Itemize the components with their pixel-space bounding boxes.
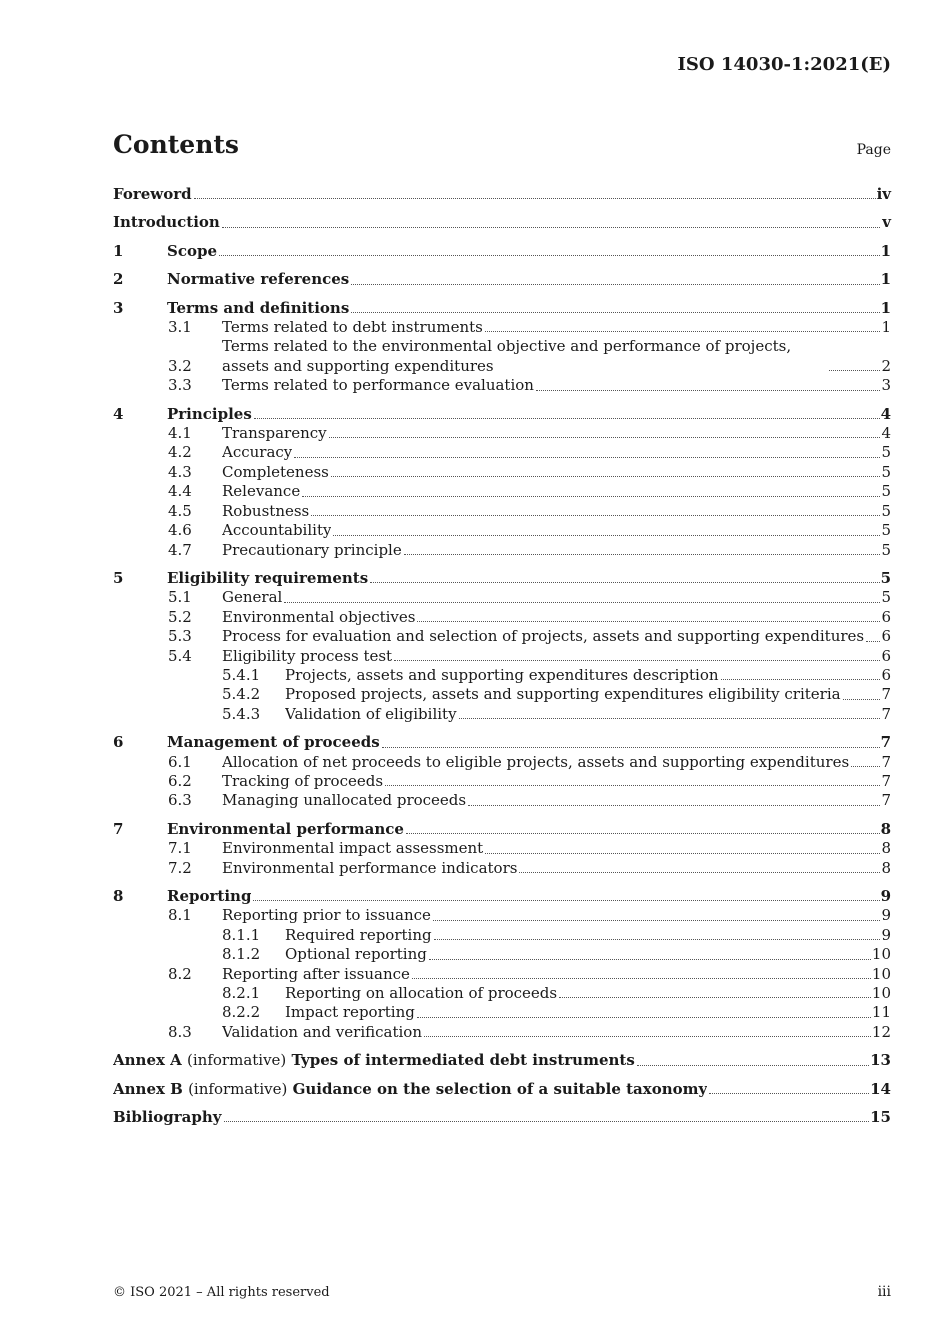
toc-entry-page: 5 [881, 521, 891, 540]
toc-entry-title: Validation of eligibility [285, 704, 457, 723]
dot-leader [412, 977, 871, 979]
toc-entry-title: Projects, assets and supporting expenditures description [285, 665, 719, 684]
toc-entry[interactable] [113, 772, 891, 791]
toc-entry[interactable] [113, 1051, 891, 1070]
dot-leader [536, 389, 880, 391]
toc-entry[interactable] [113, 965, 891, 984]
dot-leader [519, 871, 880, 873]
dot-leader [194, 197, 876, 199]
toc-entry[interactable] [113, 705, 891, 724]
dot-leader [311, 514, 880, 516]
toc-entry-number: 6.2 [168, 771, 192, 790]
toc-entry-page: 7 [880, 733, 891, 752]
toc-entry[interactable] [113, 1080, 891, 1099]
toc-entry[interactable] [113, 405, 891, 424]
toc-entry-title: Reporting [167, 887, 252, 905]
toc-entry[interactable] [113, 647, 891, 666]
toc-entry-page: 12 [871, 1022, 891, 1041]
toc-entry-page: 10 [871, 964, 891, 983]
document-id: ISO 14030-1:2021(E) [677, 54, 891, 75]
toc-entry-page: 5 [881, 501, 891, 520]
toc-entry-page: 1 [881, 318, 891, 337]
toc-entry-number: 8.1.2 [222, 945, 261, 964]
toc-entry-title: Proposed projects, assets and supporting expenditures eligibility criteria [285, 685, 841, 704]
toc-entry-title: Scope [167, 241, 218, 260]
dot-leader [417, 1016, 871, 1018]
toc-entry[interactable] [113, 666, 891, 685]
dot-leader [417, 620, 880, 622]
toc-entry-number: 6 [113, 733, 124, 752]
toc-entry[interactable] [113, 541, 891, 560]
toc-entry-page: 4 [880, 404, 891, 423]
toc-entry-page: 1 [880, 270, 891, 289]
dot-leader [866, 640, 880, 642]
toc-entry-page: 5 [881, 482, 891, 501]
toc-entry-page: 6 [881, 627, 891, 646]
toc-entry-title: Transparency [222, 424, 327, 443]
dot-leader [253, 899, 879, 901]
dot-leader [843, 698, 880, 700]
toc-entry-number: 3.1 [168, 318, 192, 337]
toc-entry-page: 7 [881, 685, 891, 704]
toc-entry-title: Terms related to performance evaluation [222, 376, 534, 395]
toc-entry-title: Environmental performance [167, 819, 404, 838]
dot-leader [459, 717, 880, 719]
toc-entry-page: 6 [881, 665, 891, 684]
toc-entry-number: 3.2 [168, 356, 192, 375]
toc-entry[interactable] [113, 482, 891, 501]
toc-entry-title: Precautionary principle [222, 540, 402, 559]
toc-entry-number: 8.1.1 [222, 925, 261, 944]
toc-entry[interactable] [113, 588, 891, 607]
dot-leader [637, 1064, 869, 1066]
toc-entry-number: 8.2.2 [222, 1003, 261, 1022]
toc-entry-number: 5.1 [168, 588, 192, 607]
annex-note: (informative) [188, 1079, 288, 1098]
toc-entry-number: 4.7 [168, 540, 192, 559]
toc-entry[interactable] [113, 463, 891, 482]
toc-entry-title: General [222, 588, 283, 607]
toc-entry[interactable] [113, 926, 891, 945]
toc-entry-title: Optional reporting [285, 945, 427, 964]
toc-entry-page: 9 [881, 906, 891, 925]
dot-leader [434, 938, 880, 940]
toc-entry-number: 4.6 [168, 521, 192, 540]
toc-entry-title: Principles [167, 404, 252, 423]
toc-entry-page: 1 [880, 241, 891, 260]
toc-entry[interactable] [113, 627, 891, 646]
toc-entry-page: iv [876, 185, 891, 203]
toc-entry-page: 5 [881, 588, 891, 607]
toc-entry-page: 10 [871, 984, 891, 1003]
annex-note: (informative) [187, 1051, 287, 1070]
toc-entry[interactable] [113, 791, 891, 810]
toc-entry-title: Accountability [222, 521, 332, 540]
dot-leader [370, 581, 879, 583]
toc-entry-title: Impact reporting [285, 1003, 415, 1022]
toc-entry-page: 2 [881, 356, 891, 375]
toc-entry-title: Validation and verification [222, 1022, 422, 1041]
toc-entry-page: 5 [881, 462, 891, 481]
toc-entry[interactable] [113, 213, 891, 232]
toc-entry-title: Terms and definitions [167, 298, 350, 317]
dot-leader [851, 765, 880, 767]
table-of-contents [113, 185, 891, 1127]
toc-entry-title: Environmental objectives [222, 607, 416, 626]
toc-entry-number: 8.1 [168, 906, 192, 925]
dot-leader [424, 1035, 871, 1037]
toc-entry[interactable] [113, 443, 891, 462]
toc-entry-title: Process for evaluation and selection of projects, assets and supporting expenditures [222, 627, 865, 646]
toc-entry-page: 3 [881, 376, 891, 395]
toc-entry[interactable] [113, 318, 891, 337]
toc-entry-number: 5.4.3 [222, 704, 261, 723]
page-number: iii [877, 1284, 891, 1300]
dot-leader [382, 746, 880, 748]
toc-entry-title: Robustness [222, 501, 310, 520]
dot-leader [721, 678, 880, 680]
toc-entry-page: 7 [881, 704, 891, 723]
toc-entry-title: Required reporting [285, 925, 432, 944]
toc-entry-number: 5.3 [168, 627, 192, 646]
toc-entry-page: 6 [881, 646, 891, 665]
toc-entry-number: 4.5 [168, 501, 192, 520]
dot-leader [559, 996, 871, 998]
annex-label: Annex B [113, 1079, 183, 1098]
toc-entry-number: 5.4.2 [222, 685, 261, 704]
contents-title: Contents [113, 130, 240, 159]
toc-entry-title: Introduction [113, 213, 220, 232]
toc-entry-title: Terms related to debt instruments [222, 318, 483, 337]
toc-entry-page: 8 [881, 858, 891, 877]
toc-entry[interactable] [113, 1108, 891, 1127]
toc-entry-page: 14 [870, 1079, 891, 1098]
toc-entry[interactable] [113, 376, 891, 395]
toc-entry-title: Relevance [222, 482, 301, 501]
toc-entry-number: 7.2 [168, 858, 192, 877]
toc-entry[interactable] [113, 820, 891, 839]
toc-entry-page: 10 [871, 945, 891, 964]
toc-entry[interactable] [113, 608, 891, 627]
toc-entry-number: 6.1 [168, 752, 192, 771]
dot-leader [284, 601, 880, 603]
toc-entry[interactable] [113, 1023, 891, 1042]
toc-entry-page: 1 [880, 298, 891, 317]
toc-entry-number: 5 [113, 568, 124, 587]
toc-entry[interactable] [113, 337, 891, 376]
toc-entry-page: 5 [881, 540, 891, 559]
annex-title: Types of intermediated debt instruments [291, 1051, 635, 1070]
dot-leader [385, 784, 880, 786]
toc-entry-title: Managing unallocated proceeds [222, 791, 467, 810]
toc-entry[interactable] [113, 945, 891, 964]
toc-entry-number: 3 [113, 298, 124, 317]
dot-leader [222, 226, 880, 228]
toc-entry-page: 9 [881, 925, 891, 944]
toc-entry-title: Reporting after issuance [222, 964, 410, 983]
toc-entry[interactable] [113, 859, 891, 878]
toc-entry-number: 5.2 [168, 607, 192, 626]
toc-entry[interactable] [113, 299, 891, 318]
toc-entry-title: Normative references [167, 270, 350, 289]
toc-entry-title: Terms related to the environmental objective and performance of projects, assets and supporting expenditures [222, 337, 792, 375]
toc-annex-title [113, 1080, 707, 1099]
toc-entry[interactable] [113, 569, 891, 588]
toc-entry-page: 7 [881, 791, 891, 810]
toc-entry[interactable] [113, 242, 891, 261]
toc-entry-number: 8.3 [168, 1022, 192, 1041]
dot-leader [404, 553, 880, 555]
dot-leader [333, 534, 880, 536]
dot-leader [219, 254, 880, 256]
dot-leader [351, 283, 879, 285]
toc-entry-number: 7.1 [168, 839, 192, 858]
toc-entry-title: Allocation of net proceeds to eligible projects, assets and supporting expenditures [222, 752, 850, 771]
toc-entry[interactable] [113, 185, 891, 204]
toc-entry-number: 4 [113, 404, 124, 423]
toc-entry-page: 8 [880, 819, 891, 838]
dot-leader [329, 436, 880, 438]
toc-entry-number: 7 [113, 819, 124, 838]
toc-entry-number: 8.2 [168, 964, 192, 983]
dot-leader [485, 852, 880, 854]
toc-entry-title: Completeness [222, 462, 329, 481]
toc-entry-title: Reporting prior to issuance [222, 906, 431, 925]
toc-entry-title: Accuracy [222, 443, 293, 462]
toc-entry-page: 15 [870, 1108, 891, 1127]
toc-entry-number: 4.4 [168, 482, 192, 501]
toc-entry-page: 5 [880, 568, 891, 587]
toc-entry-number: 3.3 [168, 376, 192, 395]
toc-entry-page: v [882, 213, 891, 232]
dot-leader [433, 919, 880, 921]
toc-entry[interactable] [113, 753, 891, 772]
dot-leader [485, 330, 880, 332]
dot-leader [302, 495, 880, 497]
toc-entry-title: Eligibility process test [222, 646, 393, 665]
toc-entry-title: Environmental performance indicators [222, 858, 518, 877]
dot-leader [224, 1120, 870, 1122]
toc-entry-number: 4.2 [168, 443, 192, 462]
toc-entry-title: Environmental impact assessment [222, 839, 484, 858]
toc-entry-page: 13 [870, 1051, 891, 1070]
toc-entry-page: 11 [871, 1003, 891, 1022]
dot-leader [429, 958, 871, 960]
annex-label: Annex A [113, 1051, 182, 1070]
dot-leader [254, 417, 880, 419]
toc-entry-page: 6 [881, 607, 891, 626]
dot-leader [394, 659, 880, 661]
toc-entry-number: 5.4.1 [222, 665, 261, 684]
toc-entry[interactable] [113, 685, 891, 704]
toc-entry-title: Foreword [113, 185, 192, 203]
dot-leader [406, 832, 880, 834]
toc-entry[interactable] [113, 906, 891, 925]
toc-entry[interactable] [113, 502, 891, 521]
toc-entry-number: 2 [113, 270, 124, 289]
dot-leader [294, 456, 880, 458]
toc-entry[interactable] [113, 270, 891, 289]
toc-entry-page: 7 [881, 771, 891, 790]
page-column-label: Page [856, 142, 891, 158]
toc-entry-number: 6.3 [168, 791, 192, 810]
toc-entry-number: 5.4 [168, 646, 192, 665]
toc-entry-number: 8 [113, 887, 124, 905]
toc-entry[interactable] [113, 984, 891, 1003]
dot-leader [351, 311, 879, 313]
toc-entry-page: 5 [881, 443, 891, 462]
toc-entry-title: Reporting on allocation of proceeds [285, 984, 558, 1003]
toc-entry-page: 4 [881, 424, 891, 443]
toc-entry-title: Bibliography [113, 1108, 222, 1127]
annex-title: Guidance on the selection of a suitable taxonomy [292, 1079, 708, 1098]
toc-entry-page: 9 [880, 887, 891, 905]
toc-entry-number: 4.1 [168, 424, 192, 443]
toc-entry-page: 7 [881, 752, 891, 771]
toc-entry-number: 8.2.1 [222, 984, 261, 1003]
toc-entry-number: 1 [113, 241, 124, 260]
toc-entry[interactable] [113, 521, 891, 540]
toc-entry[interactable] [113, 839, 891, 858]
dot-leader [709, 1092, 869, 1094]
dot-leader [468, 804, 880, 806]
toc-entry[interactable] [113, 424, 891, 443]
toc-entry[interactable] [113, 733, 891, 752]
toc-entry-page: 8 [881, 839, 891, 858]
dot-leader [829, 369, 880, 371]
toc-entry[interactable] [113, 887, 891, 906]
dot-leader [331, 475, 880, 477]
toc-entry-title: Management of proceeds [167, 733, 380, 752]
toc-entry-title: Eligibility requirements [167, 568, 369, 587]
toc-entry-number: 4.3 [168, 462, 192, 481]
toc-entry[interactable] [113, 1003, 891, 1022]
copyright-notice: © ISO 2021 – All rights reserved [113, 1285, 330, 1300]
toc-entry-title: Tracking of proceeds [222, 771, 384, 790]
toc-annex-title [113, 1051, 635, 1070]
